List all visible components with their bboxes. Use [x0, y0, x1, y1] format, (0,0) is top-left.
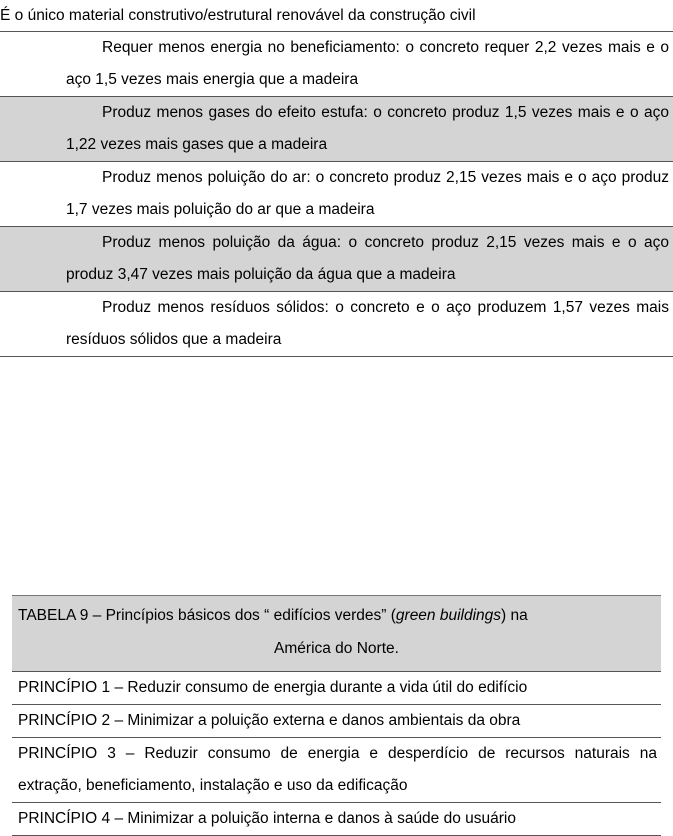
benefit-row [0, 32, 673, 97]
caption-line-1 [18, 599, 655, 632]
benefits-table [0, 0, 673, 357]
caption-italic: green buildings [395, 607, 502, 624]
benefit-text: Requer menos energia no beneficiamento: o concreto requer 2,2 vezes mais e o aço 1,5 vezes mais energia que a madeira [66, 39, 669, 88]
caption-line-2: América do Norte. [274, 640, 399, 657]
principle-row: PRINCÍPIO 4 – Minimizar a poluição interna e danos à saúde do usuário [12, 803, 661, 836]
benefit-text: É o único material construtivo/estrutural renovável da construção civil [0, 7, 476, 24]
benefit-text: Produz menos resíduos sólidos: o concreto e o aço produzem 1,57 vezes mais resíduos sólidos que a madeira [66, 299, 669, 348]
benefit-row [0, 162, 673, 227]
principle-row: PRINCÍPIO 3 – Reduzir consumo de energia e desperdício de recursos naturais na extração, beneficiamento, instalação e uso da edificação [12, 738, 661, 803]
benefit-text: Produz menos poluição da água: o concreto produz 2,15 vezes mais e o aço produz 3,47 vezes mais poluição da água que a madeira [66, 234, 669, 283]
principle-row: PRINCÍPIO 1 – Reduzir consumo de energia durante a vida útil do edifício [12, 672, 661, 705]
benefit-row [0, 97, 673, 162]
caption-suffix: ) na [501, 607, 528, 624]
principle-row: PRINCÍPIO 2 – Minimizar a poluição externa e danos ambientais da obra [12, 705, 661, 738]
table-9 [12, 595, 661, 836]
benefit-row [0, 0, 673, 32]
table-caption [12, 596, 661, 672]
benefit-row [0, 227, 673, 292]
benefit-text: Produz menos poluição do ar: o concreto produz 2,15 vezes mais e o aço produz 1,7 vezes mais poluição do ar que a madeira [66, 169, 669, 218]
benefit-row [0, 292, 673, 357]
caption-prefix: TABELA 9 – Princípios básicos dos “ edifícios verdes” ( [18, 607, 396, 624]
benefit-text: Produz menos gases do efeito estufa: o concreto produz 1,5 vezes mais e o aço 1,22 vezes mais gases que a madeira [66, 104, 669, 153]
